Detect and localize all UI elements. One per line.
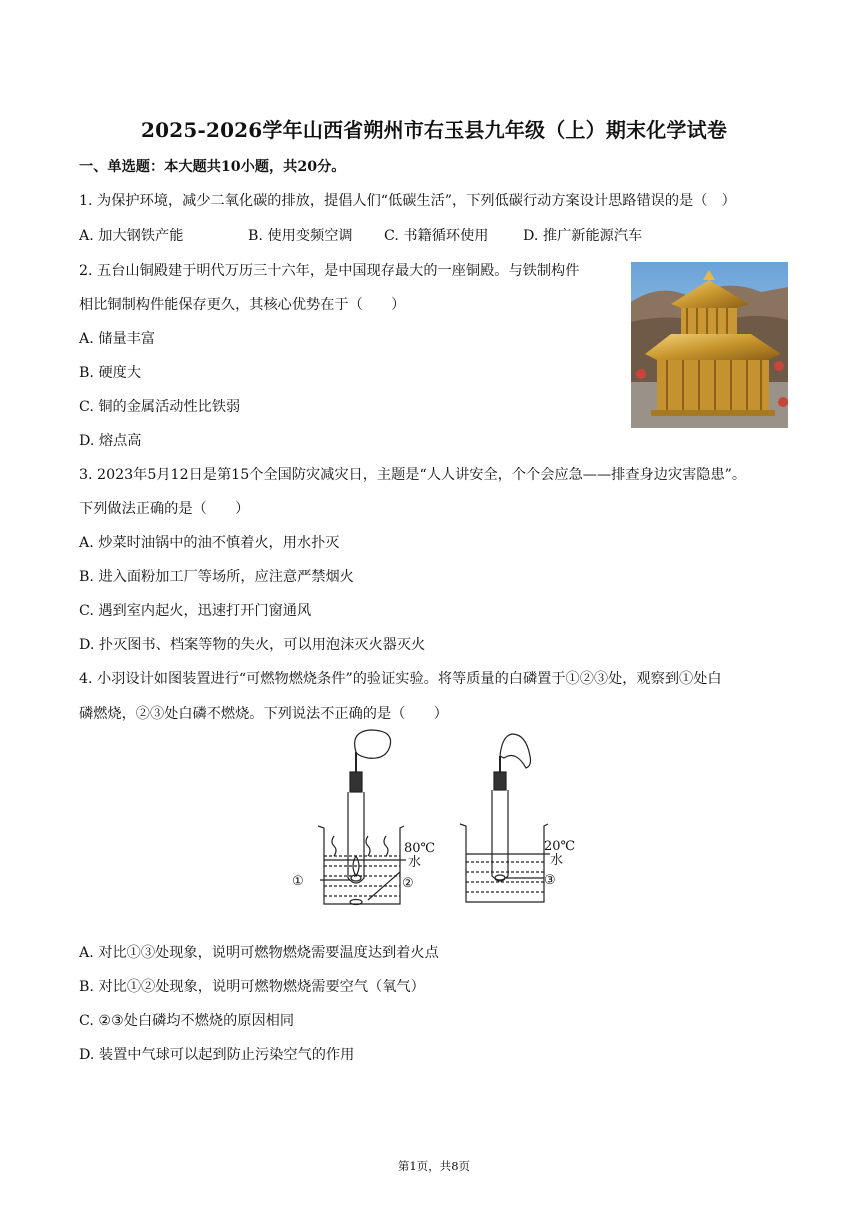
- page-title: 2025-2026学年山西省朔州市右玉县九年级（上）期末化学试卷: [140, 118, 728, 142]
- question-3-option-a: A. 炒菜时油锅中的油不慎着火，用水扑灭: [79, 535, 340, 551]
- left-temperature-label: 80℃: [404, 841, 436, 856]
- question-4-option-d: D. 装置中气球可以起到防止污染空气的作用: [79, 1047, 355, 1063]
- right-water-label: 水: [550, 853, 564, 868]
- question-4-option-c: C. ②③处白磷均不燃烧的原因相同: [79, 1013, 295, 1029]
- question-4-option-a: A. 对比①③处现象，说明可燃物燃烧需要温度达到着火点: [79, 945, 439, 961]
- question-3-option-d: D. 扑灭图书、档案等物的失火，可以用泡沫灭火器灭火: [79, 637, 426, 653]
- question-3-stem-line1: 3. 2023年5月12日是第15个全国防灾减灾日，主题是“人人讲安全，个个会应急——排查身边灾害隐患”。: [79, 467, 747, 483]
- question-2-option-c: C. 铜的金属活动性比铁弱: [79, 399, 241, 415]
- question-3-stem-line2: 下列做法正确的是（ ）: [79, 501, 250, 517]
- right-beaker: [460, 734, 550, 902]
- question-3-option-c: C. 遇到室内起火，迅速打开门窗通风: [79, 603, 312, 619]
- question-2-option-a: A. 储量丰富: [79, 331, 156, 347]
- golden-bronze-hall-photo: [631, 262, 788, 428]
- page-footer: 第1页，共8页: [397, 1159, 471, 1173]
- question-2-stem-line1: 2. 五台山铜殿建于明代万历三十六年，是中国现存最大的一座铜殿。与铁制构件: [79, 263, 580, 279]
- marker-2: ②: [402, 876, 414, 891]
- question-1-option-a: A. 加大钢铁产能: [79, 228, 184, 244]
- question-2-option-b: B. 硬度大: [79, 365, 142, 381]
- section-heading: 一、单选题：本大题共10小题，共20分。: [79, 159, 346, 175]
- question-1-option-d: D. 推广新能源汽车: [523, 228, 643, 244]
- right-temperature-label: 20℃: [544, 839, 576, 854]
- question-4-option-b: B. 对比①②处现象，说明可燃物燃烧需要空气（氧气）: [79, 979, 425, 995]
- question-1-option-b: B. 使用变频空调: [248, 228, 353, 244]
- left-beaker: [318, 730, 406, 905]
- question-3-option-b: B. 进入面粉加工厂等场所，应注意严禁烟火: [79, 569, 354, 585]
- question-1-stem: 1. 为保护环境，减少二氧化碳的排放，提倡人们“低碳生活”，下列低碳行动方案设计思路错误的是（ ）: [79, 193, 736, 209]
- question-2-option-d: D. 熔点高: [79, 433, 142, 449]
- marker-3: ③: [544, 873, 556, 888]
- left-water-label: 水: [408, 855, 422, 870]
- combustion-experiment-diagram: [290, 728, 590, 908]
- question-4-stem-line1: 4. 小羽设计如图装置进行“可燃物燃烧条件”的验证实验。将等质量的白磷置于①②③处，观察到①处白: [79, 671, 722, 687]
- question-1-option-c: C. 书籍循环使用: [384, 228, 489, 244]
- marker-1: ①: [292, 874, 304, 889]
- question-4-stem-line2: 磷燃烧，②③处白磷不燃烧。下列说法不正确的是（ ）: [79, 706, 448, 722]
- question-2-stem-line2: 相比铜制构件能保存更久，其核心优势在于（ ）: [79, 297, 406, 313]
